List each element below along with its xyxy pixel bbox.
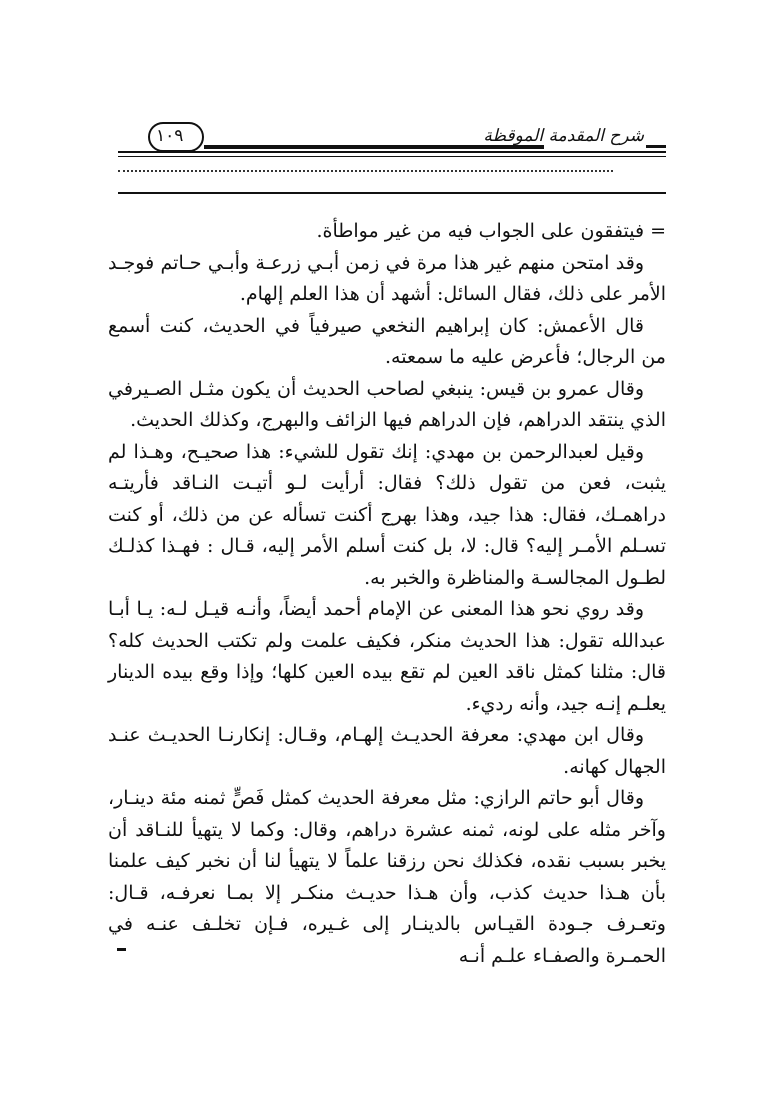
paragraph: = فيتفقون على الجواب فيه من غير مواطأة. (316, 220, 666, 242)
header-rule-double-top (118, 151, 666, 153)
page-header (118, 112, 666, 164)
dotted-separator (118, 170, 613, 172)
page-number: ١٠٩ (156, 126, 184, 146)
paragraph: وقال أبو حاتم الرازي: مثل معرفة الحديث كمثل فَصٍّ ثمنه مئة دينـار، وآخر مثله على لونه، ثمنه عشرة دراهم، وقال: وكما لا يتهيأ للنـاقد أن يخبر بسبب نقده، فكذلك نحن رزقنا علماً لا يتهيأ لنا أن نخبر كيف علمنا بأن هـذا حديث كذب، وأن هـذا حديـث منكـر إلا بمـا نعرفـه، قـال: وتعـرف جـودة القيـاس بالدينـار إلى غـيره، فـإن تخلـف عنـه في الحمـرة والصفـاء علـم أنـه (108, 787, 666, 967)
header-rule-double-bottom (118, 156, 666, 157)
paragraph: قال الأعمش: كان إبراهيم النخعي صيرفياً في الحديث، كنت أسمع من الرجال؛ فأعرض عليه ما سمعته. (108, 314, 666, 368)
header-rule-right-cap (646, 145, 666, 148)
page-body (108, 216, 666, 972)
header-separator (118, 192, 666, 194)
continuation-mark (117, 948, 126, 951)
paragraph: وقد روي نحو هذا المعنى عن الإمام أحمد أيضاً، وأنـه قيـل لـه: يـا أبـا عبدالله تقول: هذا الحديث منكر، فكيف علمت ولم تكتب الحديث كله؟ قال: مثلنا كمثل ناقد العين لم تقع بيده العين كلها؛ وإذا وقع بيده الدينار يعلـم إنـه جيد، وأنه رديء. (108, 598, 666, 715)
paragraph: وقال عمرو بن قيس: ينبغي لصاحب الحديث أن يكون مثـل الصـيرفي الذي ينتقد الدراهم، فإن الدراهم فيها الزائف والبهرج، وكذلك الحديث. (108, 377, 666, 431)
paragraph: وقد امتحن منهم غير هذا مرة في زمن أبـي زرعـة وأبـي حـاتم فوجـد الأمر على ذلك، فقال السائل: أشهد أن هذا العلم إلهام. (108, 251, 666, 305)
paragraph: وقال ابن مهدي: معرفة الحديـث إلهـام، وقـال: إنكارنـا الحديـث عنـد الجهال كهانه. (108, 724, 666, 778)
running-head-title: شرح المقدمة الموقظة (483, 126, 644, 146)
paragraph: وقيل لعبدالرحمن بن مهدي: إنك تقول للشيء: هذا صحيـح، وهـذا لم يثبت، فعن من تقول ذلك؟ فقال: أرأيت لـو أتيـت النـاقد فأريتـه دراهمـك، فقال: هذا جيد، وهذا بهرج أكنت تسأله عن من ذلك، أو كنت تسـلم الأمـر إليه؟ قال: لا، بل كنت أسلم الأمر إليه، قـال : فهـذا كذلـك لطـول المجالسـة والمناظرة والخبر به. (108, 440, 666, 589)
